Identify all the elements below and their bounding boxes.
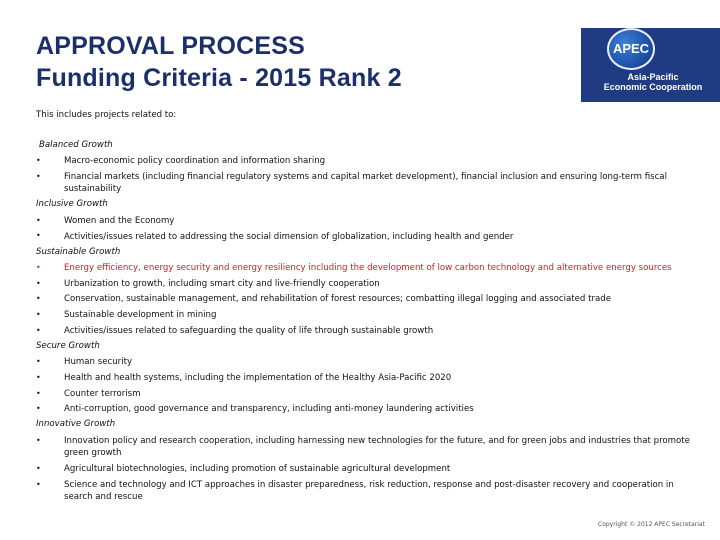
bullet-icon: •	[36, 310, 41, 319]
category-title: Innovative Growth	[36, 419, 116, 430]
bullet-icon: •	[36, 171, 41, 181]
bullet-icon: •	[36, 215, 41, 225]
logo-acronym: APEC	[612, 41, 650, 56]
list-item	[36, 276, 696, 292]
category-items	[36, 355, 696, 418]
title-line-2: Funding Criteria - 2015 Rank 2	[36, 64, 402, 92]
list-item	[36, 402, 696, 418]
bullet-icon: •	[36, 231, 41, 241]
list-item-text: Innovation policy and research cooperation, including harnessing new technologies for the future, and for green jobs and industries that promote green growth	[64, 435, 690, 459]
list-item	[36, 292, 696, 308]
list-item-text: Counter terrorism	[64, 388, 141, 399]
bullet-icon: •	[36, 262, 41, 272]
bullet-icon: •	[36, 357, 41, 367]
list-item	[36, 355, 696, 371]
list-item	[36, 433, 696, 461]
bullet-icon: •	[36, 372, 41, 382]
title-line-1: APPROVAL PROCESS	[36, 32, 305, 60]
bullet-icon: •	[36, 278, 41, 288]
list-item-text: Human security	[64, 357, 133, 368]
list-item-text: Activities/issues related to safeguarding the quality of life through sustainable growth	[64, 325, 434, 336]
apec-logo-icon	[607, 28, 655, 70]
intro-text: This includes projects related to:	[36, 110, 177, 120]
bullet-icon: •	[36, 404, 41, 414]
bullet-icon: •	[36, 156, 41, 166]
list-item-text: Financial markets (including financial regulatory systems and capital market development), financial inclusion and ensuring long-term fiscal sustainability	[64, 171, 667, 195]
bullet-icon: •	[36, 435, 41, 445]
list-item	[36, 229, 696, 245]
list-item-text: Activities/issues related to addressing the social dimension of globalization, including health and gender	[64, 231, 514, 242]
logo-name-line-2: Economic Cooperation	[603, 82, 703, 92]
list-item	[36, 461, 696, 477]
bullet-icon: •	[36, 294, 41, 304]
list-item-text: Science and technology and ICT approaches in disaster preparedness, risk reduction, response and post-disaster recovery and cooperation in search and rescue	[64, 479, 674, 503]
list-item-text: Energy efficiency, energy security and energy resiliency including the development of low carbon technology and alternative energy sources	[64, 263, 672, 274]
list-item	[36, 169, 696, 197]
copyright-footer: Copyright © 2012 APEC Secretariat	[598, 521, 705, 528]
list-item	[36, 370, 696, 386]
page-title	[36, 30, 402, 94]
logo-caption	[586, 72, 720, 92]
slide-body	[36, 108, 696, 505]
list-item-text: Macro-economic policy coordination and information sharing	[64, 156, 326, 167]
list-item	[36, 323, 696, 339]
slide-header	[0, 0, 720, 102]
list-item-text: Sustainable development in mining	[64, 310, 217, 321]
list-item	[36, 308, 696, 324]
bullet-icon: •	[36, 325, 41, 335]
category-items	[36, 154, 696, 198]
category-title: Sustainable Growth	[36, 246, 121, 257]
bullet-icon: •	[36, 388, 41, 398]
list-item-text: Agricultural biotechnologies, including promotion of sustainable agricultural development	[64, 464, 451, 474]
list-item	[36, 260, 696, 276]
logo-name-line-1: Asia-Pacific	[627, 72, 679, 82]
list-item-text: Conservation, sustainable management, and rehabilitation of forest resources; combatting illegal logging and associated trade	[64, 294, 611, 305]
list-item	[36, 213, 696, 229]
category-items	[36, 433, 696, 505]
category-title: Balanced Growth	[39, 139, 113, 150]
category-title: Inclusive Growth	[36, 199, 108, 210]
list-item-text: Anti-corruption, good governance and transparency, including anti-money laundering activities	[64, 404, 474, 415]
bullet-icon: •	[36, 463, 41, 473]
category-items	[36, 213, 696, 244]
list-item	[36, 386, 696, 402]
list-item	[36, 154, 696, 170]
category-list	[36, 138, 696, 505]
list-item-text: Health and health systems, including the implementation of the Healthy Asia-Pacific 2020	[64, 372, 452, 383]
bullet-icon: •	[36, 479, 41, 489]
list-item	[36, 477, 696, 505]
list-item-text: Urbanization to growth, including smart city and live-friendly cooperation	[64, 278, 380, 289]
list-item-text: Women and the Economy	[64, 215, 175, 226]
category-items	[36, 260, 696, 338]
category-title: Secure Growth	[36, 340, 100, 351]
